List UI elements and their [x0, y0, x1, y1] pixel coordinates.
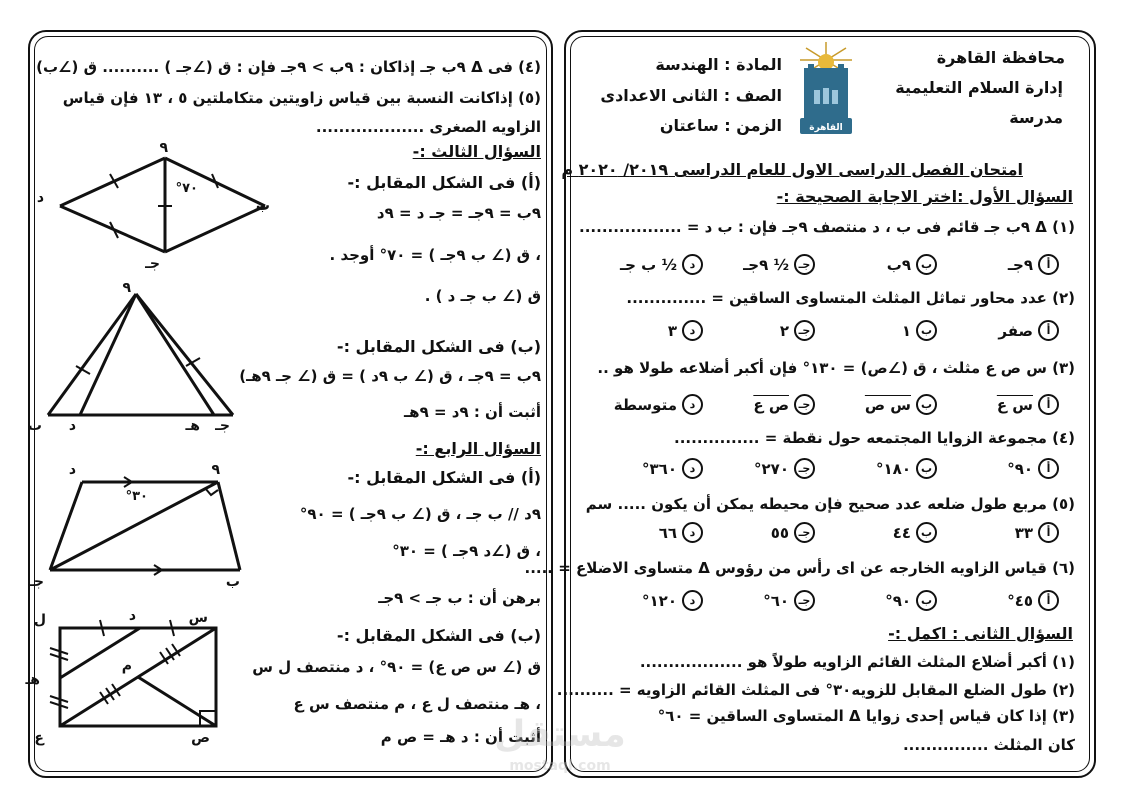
q4-a-line-2: ، ق (∠د ٩جـ ) = ٣٠°	[392, 542, 541, 560]
q1-item-5-left-text: (٥) إذاكانت النسبة بين قياس زاويتين متكاملتين ٥ ، ١٣ فإن قياس	[62, 89, 541, 107]
option-text: ٣	[667, 321, 677, 340]
q2-line-4: كان المثلث ...............	[902, 736, 1075, 754]
q1-item-3-option-d	[614, 394, 703, 415]
q1-item-4-option-d	[642, 458, 703, 479]
q3-a-line-2: ، ق (∠ ب ٩جـ ) = ٧٠° أوجد .	[329, 246, 541, 264]
q1-item-6-text: (٦) قياس الزاويه الخارجه عن اى رأس من رؤوس Δ متساوى الاضلاع = .....	[524, 559, 1075, 577]
option-text: ½ ٩جـ	[743, 255, 789, 274]
administration-label: إدارة السلام التعليمية	[895, 78, 1063, 97]
mostaql-watermark	[470, 700, 650, 780]
vertex-label-c: جـ	[215, 418, 230, 434]
vertex-label-a: ٩	[211, 462, 220, 478]
option-text: ٣٦٠°	[642, 459, 677, 478]
option-text: ٦٠°	[763, 591, 789, 610]
option-text: ١٢٠°	[642, 591, 677, 610]
q1-item-4-option-c	[754, 458, 815, 479]
option-letter-circle: أ	[1038, 458, 1059, 479]
segment-ah	[136, 294, 214, 415]
vertex-label-e: ع	[34, 730, 44, 746]
rhombus-side-ad	[60, 158, 165, 206]
trapezoid-figure	[29, 460, 255, 590]
option-letter-circle: أ	[1038, 320, 1059, 341]
option-letter-circle: جـ	[794, 522, 815, 543]
vertex-label-b: ب	[255, 198, 270, 214]
option-letter-circle: ب	[916, 254, 937, 275]
option-letter-circle: ب	[916, 590, 937, 611]
q1-item-4-text: (٤) مجموعة الزوايا المجتمعه حول نقطة = ...............	[674, 429, 1075, 447]
option-letter-circle: ب	[916, 394, 937, 415]
option-text: متوسطة	[613, 395, 677, 414]
option-letter-circle: جـ	[794, 394, 815, 415]
q1-item-4-option-b	[876, 458, 937, 479]
option-text: ٩ب	[886, 255, 911, 274]
triangle-side-ac	[136, 294, 233, 415]
q1-item-4-left-text: (٤) فى Δ ٩ب جـ إذاكان : ٩ب > ٩جـ فإن : ق (∠جـ ) .......... ق (∠ب)	[36, 58, 541, 76]
q1-item-3-option-a	[997, 394, 1059, 415]
right-angle-mark	[205, 488, 218, 495]
vertex-label-d: د	[68, 418, 76, 434]
q2-line-3: (٣) إذا كان قياس إحدى زوايا Δ المتساوى الساقين = ٦٠°	[657, 707, 1075, 725]
vertex-label-b: ب	[225, 574, 240, 590]
q1-item-5-option-a	[1015, 522, 1059, 543]
option-text: ٩٠°	[885, 591, 911, 610]
q3-a-line-1: ٩ب = ٩جـ = جـ د = ٩د	[376, 204, 541, 222]
q2-title: السؤال الثانى : اكمل :-	[888, 624, 1073, 643]
option-letter-circle: أ	[1038, 254, 1059, 275]
q1-item-2-option-c	[780, 320, 815, 341]
watermark-arabic: مستقل	[494, 714, 626, 755]
q1-item-3-option-b	[865, 394, 937, 415]
vertex-label-d: د	[68, 462, 76, 478]
q3-title: السؤال الثالث :-	[412, 142, 541, 161]
option-letter-circle: ب	[916, 320, 937, 341]
trapezoid-side-ab	[218, 482, 240, 570]
vertex-label-d: د	[36, 190, 44, 206]
q1-item-1-option-b	[887, 254, 937, 275]
option-text: س ع	[996, 395, 1033, 414]
q1-item-3-text: (٣) س ص ع مثلث ، ق (∠ص) = ١٣٠° فإن أكبر أضلاعه طولا هو ..	[597, 359, 1075, 377]
option-text: ص ع	[753, 395, 789, 414]
option-letter-circle: جـ	[794, 320, 815, 341]
q4-a-line-1: ٩د // ب جـ ، ق (∠ ب ٩جـ ) = ٩٠°	[299, 505, 541, 523]
option-text: ٦٦	[658, 523, 677, 542]
rectangle-figure	[25, 606, 240, 746]
governorate-label: محافظة القاهرة	[936, 48, 1065, 67]
watermark-english: mostaql.com	[509, 758, 611, 774]
option-letter-circle: د	[682, 522, 703, 543]
option-letter-circle: جـ	[794, 590, 815, 611]
q1-item-1-text: (١) Δ ٩ب جـ قائم فى ب ، د منتصف ٩جـ فإن : ب د = ..................	[579, 218, 1075, 236]
q1-item-4-option-a	[1007, 458, 1059, 479]
q1-item-3-option-c	[753, 394, 815, 415]
q2-line-1: (١) أكبر أضلاع المثلث القائم الزاويه طولاً هو ..................	[639, 653, 1075, 671]
option-text: ١	[901, 321, 911, 340]
vertex-label-d: د	[128, 608, 136, 624]
vertex-label-h: هـ	[185, 418, 200, 434]
q1-title: السؤال الأول :اختر الاجابة الصحيحة :-	[776, 187, 1073, 206]
option-text: ٥٥	[770, 523, 789, 542]
rhombus-side-bc	[165, 206, 265, 252]
vertex-label-c: جـ	[145, 256, 160, 272]
segment-mp	[138, 677, 216, 726]
q4-a-title: (أ) فى الشكل المقابل :-	[347, 468, 541, 487]
angle-label-70: ٧٠°	[175, 181, 198, 196]
q3-b-line-1: ٩ب = ٩جـ ، ق (∠ ب ٩د ) = ق (∠ جـ ٩هـ)	[239, 367, 541, 385]
option-letter-circle: أ	[1038, 522, 1059, 543]
option-text: ٤٥°	[1007, 591, 1033, 610]
q3-b-line-2: أثبت أن : ٩د = ٩هـ	[404, 403, 541, 421]
q1-item-6-option-c	[763, 590, 815, 611]
q3-a-line-3: ق (∠ ب جـ د ) .	[424, 287, 541, 305]
exam-title: امتحان الفصل الدراسى الاول للعام الدراسى ٢٠١٩/ ٢٠٢٠ م	[561, 160, 1023, 179]
option-letter-circle: د	[682, 394, 703, 415]
q3-a-title: (أ) فى الشكل المقابل :-	[347, 173, 541, 192]
vertex-label-a: ٩	[159, 140, 168, 156]
vertex-label-p: ص	[191, 730, 210, 746]
vertex-label-l: ل	[33, 612, 46, 628]
vertex-label-s: س	[188, 610, 208, 626]
time-label: الزمن : ساعتان	[659, 116, 782, 135]
option-text: ٣٣	[1014, 523, 1033, 542]
vertex-label-h: هـ	[25, 672, 40, 688]
q1-item-1-option-c	[743, 254, 815, 275]
q1-item-5-option-b	[893, 522, 937, 543]
option-text: س ص	[864, 395, 911, 414]
q3-b-title: (ب) فى الشكل المقابل :-	[336, 337, 541, 356]
vertex-label-c: جـ	[29, 574, 44, 590]
option-text: ½ ب جـ	[620, 255, 677, 274]
isosceles-triangle-figure	[27, 280, 248, 434]
option-text: ١٨٠°	[876, 459, 911, 478]
option-letter-circle: أ	[1038, 394, 1059, 415]
q4-a-line-3: برهن أن : ب جـ > ٩جـ	[378, 589, 541, 607]
q1-item-1-option-d	[620, 254, 703, 275]
q1-item-5-option-d	[659, 522, 703, 543]
q1-item-2-text: (٢) عدد محاور تماثل المثلث المتساوى الساقين = ..............	[626, 289, 1075, 307]
option-letter-circle: جـ	[794, 458, 815, 479]
q4-b-line-1: ق (∠ س ص ع) = ٩٠° ، د منتصف ل س	[252, 658, 541, 676]
option-text: ٤٤	[892, 523, 911, 542]
q1-item-5-option-c	[771, 522, 815, 543]
option-text: ٩جـ	[1007, 255, 1033, 274]
q2-line-2: (٢) طول الضلع المقابل للزويه٣٠° فى المثلث القائم الزاويه = ..........	[556, 681, 1075, 699]
q1-item-6-option-b	[885, 590, 937, 611]
q1-item-5-left-continuation: الزاويه الصغرى ...................	[315, 118, 541, 136]
triangle-side-ab	[48, 294, 136, 415]
q4-b-line-3: أثبت أن : د هـ = ص م	[380, 728, 541, 746]
q1-item-5-text: (٥) مربع طول ضلعه عدد صحيح فإن محيطه يمكن أن يكون ..... سم	[585, 495, 1075, 513]
option-text: ٢	[779, 321, 789, 340]
q1-item-6-option-a	[1007, 590, 1059, 611]
q1-item-2-option-d	[668, 320, 703, 341]
rhombus-figure	[36, 140, 280, 272]
option-letter-circle: د	[682, 458, 703, 479]
vertex-label-b: ب	[27, 418, 42, 434]
option-text: ٩٠°	[1007, 459, 1033, 478]
q1-item-2-option-a	[998, 320, 1059, 341]
option-letter-circle: جـ	[794, 254, 815, 275]
q1-item-1-option-a	[1008, 254, 1059, 275]
cairo-governorate-logo	[796, 38, 856, 138]
q1-item-2-option-b	[902, 320, 937, 341]
option-letter-circle: أ	[1038, 590, 1059, 611]
segment-ad	[80, 294, 136, 415]
school-label: مدرسة	[1009, 108, 1063, 127]
option-text: صفر	[998, 321, 1033, 340]
vertex-label-m: م	[121, 658, 132, 674]
vertex-label-a: ٩	[122, 280, 131, 296]
option-letter-circle: د	[682, 254, 703, 275]
grade-label: الصف : الثانى الاعدادى	[600, 86, 782, 105]
angle-label-30: ٣٠°	[125, 489, 148, 504]
logo-text: القاهرة	[809, 123, 843, 133]
q1-item-6-option-d	[642, 590, 703, 611]
subject-label: المادة : الهندسة	[655, 55, 782, 74]
option-letter-circle: ب	[916, 522, 937, 543]
option-letter-circle: د	[682, 320, 703, 341]
q4-b-line-2: ، هـ منتصف ل ع ، م منتصف س ع	[293, 695, 541, 713]
option-letter-circle: ب	[916, 458, 937, 479]
option-text: ٢٧٠°	[754, 459, 789, 478]
q4-b-title: (ب) فى الشكل المقابل :-	[336, 626, 541, 645]
q4-title: السؤال الرابع :-	[415, 439, 541, 458]
option-letter-circle: د	[682, 590, 703, 611]
